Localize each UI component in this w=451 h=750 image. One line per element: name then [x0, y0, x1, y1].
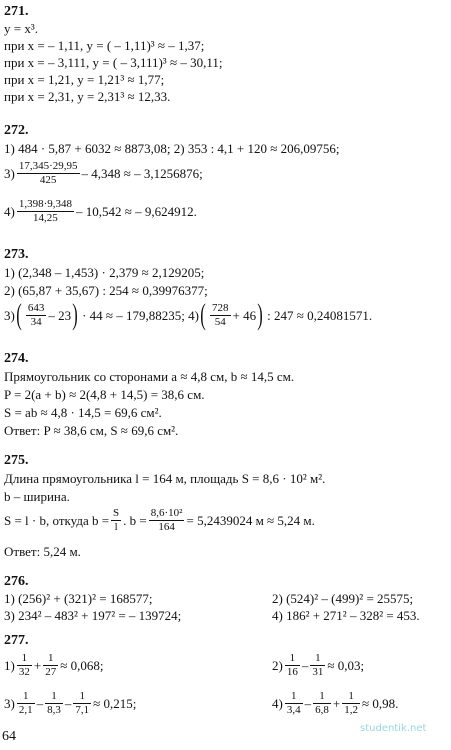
p277-e4-d2: 6,8	[315, 704, 329, 716]
p277-e4-d1: 3,4	[286, 704, 301, 716]
p273-l3-close-paren: )	[72, 298, 78, 331]
p277-e2-fraction-1	[285, 652, 300, 679]
p277-e2-d2: 31	[312, 666, 324, 678]
p273-l3-open-paren: (	[16, 298, 22, 331]
p272-l3-numerator: 17,345·29,95	[18, 160, 78, 172]
p273-l4-open-paren: (	[200, 298, 206, 331]
p272-l4-rest: – 10,542 ≈ – 9,624912.	[76, 204, 197, 219]
p277-e2-op1: –	[301, 658, 309, 673]
p277-e3-n3: 1	[73, 690, 91, 704]
problem-number-273: 273.	[4, 247, 29, 262]
p277-expression-4	[272, 690, 400, 717]
p275-l3-f1-numerator: S	[113, 507, 120, 519]
p273-l4-mid: + 46	[232, 307, 257, 323]
p277-expression-3	[4, 690, 138, 717]
p272-l4-prefix: 4)	[4, 204, 15, 219]
p274-line-3: S = ab ≈ 4,8 · 14,5 = 69,6 см².	[4, 405, 162, 420]
page-number: 64	[2, 729, 16, 744]
problem-number-275: 275.	[4, 453, 29, 468]
p277-e3-d1: 2,1	[18, 704, 33, 716]
p277-e4-n3: 1	[342, 690, 360, 704]
problem-number-277: 277.	[4, 633, 29, 648]
p272-line-4	[4, 198, 199, 225]
p273-l4-denominator: 54	[214, 315, 226, 328]
p277-e3-n1: 1	[17, 690, 35, 704]
p277-e1-d1: 32	[18, 666, 30, 678]
p272-l4-numerator: 1,398·9,348	[18, 198, 73, 210]
p277-e3-result: ≈ 0,215;	[93, 696, 137, 711]
p277-e2-n1: 1	[285, 652, 300, 666]
p277-e4-fraction-2	[313, 690, 331, 717]
problem-number-276: 276.	[4, 574, 29, 589]
p273-l4-numerator: 728	[212, 301, 229, 314]
p273-l3-mid: – 23	[48, 307, 72, 323]
p277-e4-fraction-1	[285, 690, 303, 717]
p272-l4-fraction	[17, 198, 74, 225]
p271-line-3: при x = – 3,111, y = ( – 3,111)³ ≈ – 30,11;	[4, 55, 223, 70]
p277-e3-n2: 1	[45, 690, 63, 704]
p277-e1-prefix: 1)	[4, 658, 15, 673]
p273-l3-denominator: 34	[30, 315, 42, 328]
p271-line-2: при x = – 1,11, y = ( – 1,11)³ ≈ – 1,37;	[4, 38, 205, 53]
p273-line-2: 2) (65,87 + 35,67) : 254 ≈ 0,39976377;	[4, 283, 208, 298]
p277-e3-d2: 8,3	[47, 704, 61, 716]
p277-e3-d3: 7,1	[75, 704, 90, 716]
p277-e1-result: ≈ 0,068;	[60, 658, 104, 673]
p272-l3-prefix: 3)	[4, 166, 15, 181]
p273-l3-prefix: 3)	[4, 307, 15, 323]
p271-line-5: при x = 2,31, y = 2,31³ ≈ 12,33.	[4, 89, 171, 104]
p272-l3-rest: – 4,348 ≈ – 3,1256876;	[81, 166, 203, 181]
p277-e2-result: ≈ 0,03;	[327, 658, 365, 673]
p277-e4-n1: 1	[285, 690, 303, 704]
p274-line-2: P = 2(a + b) ≈ 2(4,8 + 14,5) = 38,6 см.	[4, 387, 205, 402]
p272-l3-denominator: 425	[39, 174, 57, 186]
p273-l4-rest: : 247 ≈ 0,24081571.	[267, 307, 373, 323]
problem-number-271: 271.	[4, 4, 29, 19]
p275-line-1: Длина прямоугольника l = 164 м, площадь S = 8,6 · 10² м².	[4, 471, 326, 486]
p277-e4-result: ≈ 0,98.	[361, 696, 399, 711]
p277-e3-fraction-2	[45, 690, 63, 717]
p276-answer-2: 2) (524)² – (499)² = 25575;	[272, 591, 414, 606]
p277-e1-fraction-1	[17, 652, 32, 679]
p277-e2-n2: 1	[310, 652, 325, 666]
p271-line-4: при x = 1,21, y = 1,21³ ≈ 1,77;	[4, 72, 165, 87]
p277-e3-op1: –	[36, 696, 44, 711]
p277-e3-fraction-1	[17, 690, 35, 717]
p272-line-3	[4, 160, 205, 187]
p277-e1-op1: +	[33, 658, 42, 673]
p277-e4-d3: 1,2	[344, 704, 358, 716]
p277-e2-d1: 16	[286, 666, 298, 678]
p274-line-1: Прямоугольник со сторонами a ≈ 4,8 см, b ≈ 14,5 см.	[4, 369, 295, 384]
p275-l3-f1-denominator: l	[114, 521, 118, 533]
p277-e1-n2: 1	[43, 652, 58, 666]
p273-l3-rest: · 44 ≈ – 179,88235; 4)	[82, 307, 199, 323]
p277-e3-prefix: 3)	[4, 696, 15, 711]
p275-l3-f2-denominator: 164	[158, 521, 175, 533]
p272-l4-denominator: 14,25	[33, 212, 58, 224]
p271-line-1: y = x³.	[4, 21, 38, 36]
problem-number-272: 272.	[4, 123, 29, 138]
p277-e2-prefix: 2)	[272, 658, 283, 673]
p277-e4-op1: –	[304, 696, 312, 711]
p276-answer-3: 3) 234² – 483² + 197² = – 139724;	[4, 608, 182, 623]
p277-e3-fraction-3	[73, 690, 91, 717]
p275-l3-fraction-1	[111, 507, 121, 534]
p273-l3-fraction	[26, 302, 47, 329]
p276-answer-4: 4) 186² + 271² – 328² = 453.	[272, 608, 420, 623]
p277-e1-n1: 1	[17, 652, 32, 666]
p273-line-3	[4, 300, 374, 330]
p275-line-2: b – ширина.	[4, 489, 70, 504]
p275-l3-prefix: S = l · b, откуда b =	[4, 513, 110, 528]
p275-l3-f2-numerator: 8,6·10²	[150, 507, 183, 519]
p273-l4-fraction	[210, 302, 231, 329]
p273-l3-numerator: 643	[27, 301, 45, 314]
p272-line-1: 1) 484 · 5,87 + 6032 ≈ 8873,08; 2) 353 : 4,1 + 120 ≈ 206,09756;	[4, 141, 340, 156]
p277-expression-2	[272, 652, 366, 679]
p277-e3-op2: –	[64, 696, 72, 711]
p277-e2-fraction-2	[310, 652, 325, 679]
watermark: studentik.net	[360, 723, 427, 734]
p272-l3-fraction	[17, 160, 80, 187]
p275-line-3	[4, 507, 317, 534]
p277-expression-1	[4, 652, 105, 679]
p276-answer-1: 1) (256)² + (321)² = 168577;	[4, 591, 153, 606]
p277-e1-d2: 27	[45, 666, 57, 678]
p277-e4-n2: 1	[313, 690, 331, 704]
p273-l4-close-paren: )	[257, 298, 263, 331]
problem-number-274: 274.	[4, 351, 29, 366]
p274-line-4: Ответ: P ≈ 38,6 см, S ≈ 69,6 см².	[4, 423, 179, 438]
p275-line-4: Ответ: 5,24 м.	[4, 544, 81, 559]
p275-l3-mid: . b =	[123, 513, 147, 528]
p275-l3-rest: = 5,2439024 м ≈ 5,24 м.	[186, 513, 315, 528]
p277-e4-fraction-3	[342, 690, 360, 717]
p275-l3-fraction-2	[149, 507, 185, 534]
p277-e4-prefix: 4)	[272, 696, 283, 711]
p273-line-1: 1) (2,348 – 1,453) · 2,379 ≈ 2,129205;	[4, 265, 205, 280]
p277-e1-fraction-2	[43, 652, 58, 679]
p277-e4-op2: +	[332, 696, 341, 711]
